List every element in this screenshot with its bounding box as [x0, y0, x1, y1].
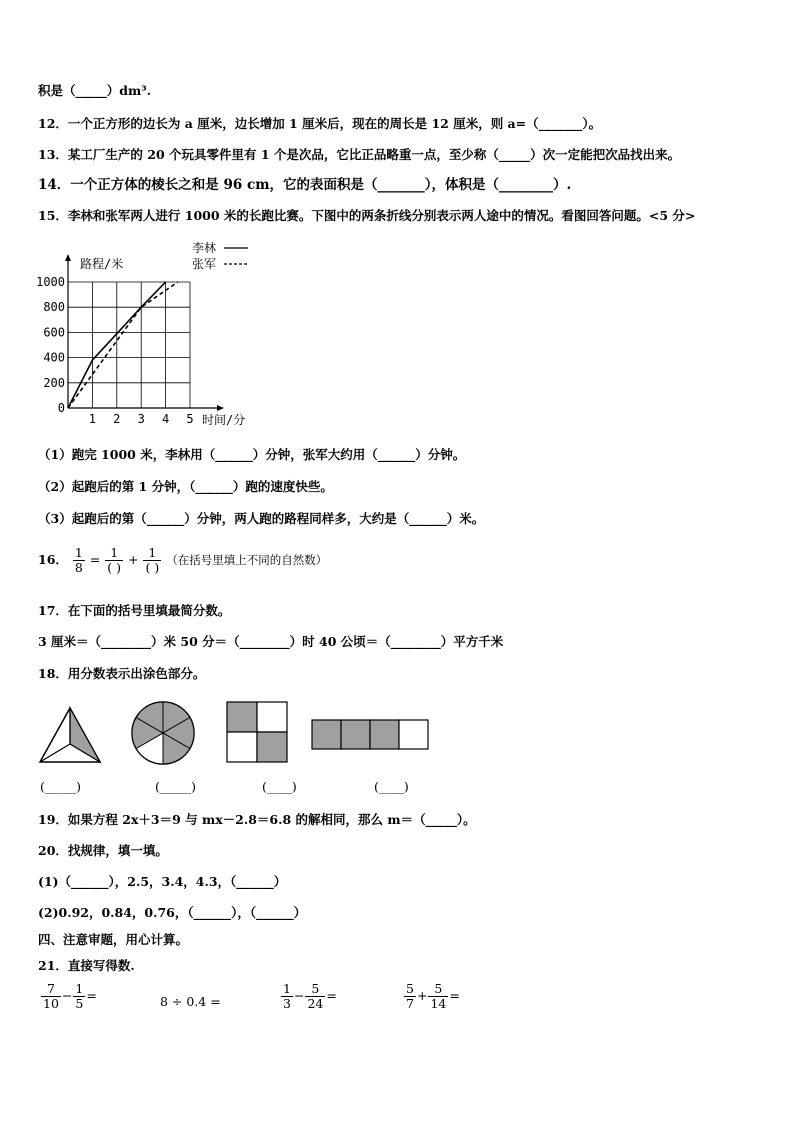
q18-answer-1: (_____) [40, 779, 82, 794]
calc-4-a-num: 5 [406, 981, 414, 996]
race-chart-svg [36, 240, 270, 435]
question-20-part-1: (1)（______），2.5，3.4，4.3，（______） [38, 874, 287, 889]
calc-3 [280, 982, 337, 1011]
question-21: 21．直接写得数. [38, 958, 135, 973]
calc-1-eq: = [86, 988, 97, 1003]
question-18: 18．用分数表示出涂色部分。 [38, 666, 206, 681]
race-chart [36, 240, 270, 435]
circle-shape [130, 700, 196, 766]
calc-4-a [404, 982, 416, 1011]
calc-3-eq: = [326, 988, 337, 1003]
x-axis-label: 时间/分 [202, 413, 246, 427]
y-axis-label: 路程/米 [80, 257, 124, 271]
calc-3-b-den: 24 [307, 996, 324, 1011]
y-tick-label: 200 [43, 375, 65, 390]
y-tick-label: 800 [43, 300, 65, 315]
question-15: 15．李林和张军两人进行 1000 米的长跑比赛。下图中的两条折线分别表示两人途中的情况。看图回答问题。<5 分> [38, 208, 696, 223]
section-4-heading: 四、注意审题，用心计算。 [38, 932, 189, 947]
x-axis-arrow [217, 405, 224, 411]
calc-4-a-den: 7 [406, 996, 414, 1011]
calc-1-b-num: 1 [75, 981, 84, 996]
question-15-part-3: （3）起跑后的第（______）分钟，两人跑的路程同样多，大约是（______）米。 [38, 511, 485, 526]
y-tick-label: 1000 [36, 275, 65, 289]
q18-answer-3: (____) [262, 779, 297, 794]
calc-4-eq: = [449, 988, 460, 1003]
question-20: 20．找规律，填一填。 [38, 843, 168, 858]
q16-equals: = [89, 552, 101, 567]
q16-fraction-1 [105, 546, 123, 575]
y-tick-label: 600 [43, 325, 65, 340]
series-line-zhangjun [68, 282, 178, 408]
q16-plus: + [128, 552, 139, 567]
calc-1-op: − [61, 988, 73, 1003]
square-grid-shape [226, 701, 288, 763]
calc-3-op: − [293, 988, 305, 1003]
question-12: 12．一个正方形的边长为 a 厘米，边长增加 1 厘米后，现在的周长是 12 厘米，则 a=（_______）。 [38, 116, 602, 131]
calc-1-a-num: 7 [46, 981, 55, 996]
question-20-part-2: (2)0.92，0.84，0.76，（______），（______） [38, 905, 307, 920]
q18-answer-4: (____) [374, 779, 409, 794]
calc-4-op: + [416, 988, 428, 1003]
calc-4-b-den: 14 [430, 996, 447, 1011]
question-15-part-2: （2）起跑后的第 1 分钟，（______）跑的速度快些。 [38, 479, 333, 494]
question-17-items: 3 厘米＝（________）米 50 分＝（________）时 40 公顷＝（________）平方千米 [38, 634, 504, 649]
question-13: 13．某工厂生产的 20 个玩具零件里有 1 个是次品，它比正品略重一点，至少称（_____）次一定能把次品找出来。 [38, 147, 681, 162]
calc-3-a [281, 982, 293, 1011]
question-16 [38, 546, 327, 575]
q16-lhs-den: 8 [74, 560, 83, 575]
q16-f1-num: 1 [110, 545, 119, 560]
calc-4-b-num: 5 [434, 981, 443, 996]
calc-3-b [305, 982, 325, 1011]
y-tick-label: 400 [43, 350, 65, 365]
q16-lhs-fraction [73, 546, 85, 575]
question-16-label: 16． [38, 552, 68, 567]
x-tick-label: 4 [161, 412, 170, 426]
line-volume-tail: 积是（_____）dm³. [38, 83, 152, 98]
origin-label: 0 [57, 401, 65, 415]
q16-f2-num: 1 [148, 545, 157, 560]
bar-strip-shape [311, 719, 429, 751]
calc-4 [403, 982, 460, 1011]
calc-3-b-num: 5 [311, 981, 320, 996]
x-tick-label: 1 [88, 412, 97, 426]
legend-label: 张军 [192, 257, 217, 271]
q16-f1-den: ( ) [107, 560, 122, 575]
q16-fraction-2 [143, 546, 161, 575]
legend-label: 李林 [192, 241, 217, 255]
triangle-shape [38, 706, 102, 764]
q16-f2-den: ( ) [145, 560, 160, 575]
calc-1-b-den: 5 [75, 996, 84, 1011]
q18-answer-2: (_____) [155, 779, 197, 794]
y-axis-arrow [65, 254, 71, 261]
question-17: 17．在下面的括号里填最简分数。 [38, 603, 231, 618]
q16-note: （在括号里填上不同的自然数） [166, 553, 328, 567]
calc-1-a-den: 10 [43, 996, 59, 1011]
calc-1 [40, 982, 97, 1011]
x-tick-label: 5 [186, 412, 194, 426]
q16-lhs-num: 1 [74, 545, 83, 560]
x-tick-label: 3 [137, 412, 145, 426]
calc-1-b [73, 982, 85, 1011]
calc-2: 8 ÷ 0.4 = [160, 994, 221, 1009]
calc-3-a-den: 3 [283, 996, 291, 1011]
calc-1-a [41, 982, 61, 1011]
calc-3-a-num: 1 [283, 981, 291, 996]
calc-4-b [428, 982, 448, 1011]
question-19: 19．如果方程 2x＋3＝9 与 mx－2.8＝6.8 的解相同，那么 m＝（_____）。 [38, 812, 476, 827]
question-15-part-1: （1）跑完 1000 米，李林用（______）分钟，张军大约用（______）分钟。 [38, 447, 466, 462]
x-tick-label: 2 [113, 412, 121, 426]
question-14: 14．一个正方体的棱长之和是 96 cm，它的表面积是（_______），体积是（________）. [38, 177, 572, 193]
